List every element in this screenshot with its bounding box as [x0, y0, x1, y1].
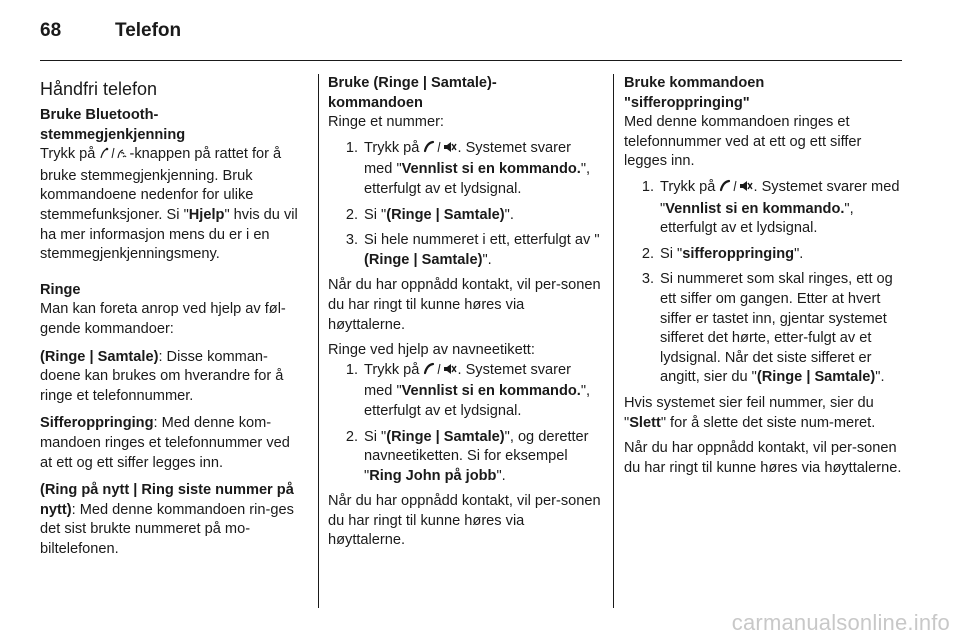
paragraph: Hvis systemet sier feil nummer, sier du "Slett" for å slette det siste num-meret.	[624, 394, 876, 431]
paragraph: Når du har oppnådd kontakt, vil per-sonen du har ringt til kunne høres via høyttalerne.	[328, 277, 601, 333]
subheading: Bruke kommandoen "sifferoppringing"	[624, 75, 765, 111]
chapter-title: Telefon	[115, 20, 182, 41]
subheading: Bruke Bluetooth- stemmegjenkjenning	[40, 107, 186, 143]
voice-steering-icon	[99, 146, 129, 167]
paragraph: Når du har oppnådd kontakt, vil per-sonen du har ringt til kunne høres via høyttalerne.	[328, 493, 601, 549]
phone-mute-icon	[423, 362, 457, 383]
paragraph: Sifferoppringing: Med denne kom-mandoen ringes et telefonnummer ved at ett og ett siffer legges inn.	[40, 415, 290, 471]
page-number: 68	[40, 20, 62, 41]
paragraph: Man kan foreta anrop ved hjelp av føl-gende kommandoer:	[40, 301, 286, 337]
column-2	[328, 74, 603, 551]
paragraph: Med denne kommandoen ringes et telefonnummer ved at ett og ett siffer legges inn.	[624, 114, 862, 170]
paragraph: Trykk på -knappen på rattet for å bruke stemmegjenkjenning. Bruk kommandoene nedenfor for ulike stemmefunksjoner. Si "Hjelp" hvis du vil ha mer informasjon mens du er i en stemmegjenkjenningsmeny.	[40, 146, 298, 263]
list-item: 2. Si "(Ringe | Samtale)", og deretter navneetiketten. Si for eksempel "Ring John på jobb".	[345, 428, 589, 484]
column-1	[40, 74, 306, 559]
column-divider	[613, 74, 614, 608]
paragraph: Når du har oppnådd kontakt, vil per-sonen du har ringt til kunne høres via høyttalerne.	[624, 440, 902, 476]
watermark: carmanualsonline.info	[731, 610, 950, 635]
column-divider	[318, 74, 319, 608]
paragraph: (Ringe | Samtale): Disse komman-doene kan brukes om hverandre for å ringe et telefonnummer.	[40, 348, 284, 404]
list-item: 2. Si "(Ringe | Samtale)".	[345, 206, 514, 223]
list-item: 1. Trykk på . Systemet svarer med "Vennlist si en kommando.", etterfulgt av et lydsignal.	[345, 361, 591, 419]
phone-mute-icon	[423, 140, 457, 161]
section-title: Håndfri telefon	[40, 79, 158, 99]
header-rule	[40, 60, 902, 61]
list-item: 2. Si "sifferoppringing".	[641, 245, 804, 262]
list-item: 3. Si hele nummeret i ett, etterfulgt av "(Ringe | Samtale)".	[345, 232, 600, 268]
paragraph: (Ring på nytt | Ring siste nummer på nytt): Med denne kommandoen rin-ges det sist brukte nummeret på mo-biltelefonen.	[40, 482, 294, 557]
subheading: Ringe	[40, 281, 81, 298]
column-3	[624, 74, 902, 478]
list-item: 3. Si nummeret som skal ringes, ett og ett siffer om gangen. Etter at hvert siffer er tastet inn, gjentar systemet sifferet det hørte, etter-fulgt av et lydsignal. Når det siste sifferet er angitt, sier du "(Ringe | Samtale)".	[641, 271, 893, 386]
phone-mute-icon	[719, 179, 753, 200]
paragraph: Ringe et nummer:	[328, 114, 444, 131]
paragraph: Ringe ved hjelp av navneetikett:	[328, 342, 535, 359]
list-item: 1. Trykk på . Systemet svarer med "Vennlist si en kommando.", etterfulgt av et lydsignal.	[345, 139, 591, 197]
list-item: 1. Trykk på . Systemet svarer med "Vennlist si en kommando.", etterfulgt av et lydsignal.	[641, 178, 900, 237]
subheading: Bruke (Ringe | Samtale)- kommandoen	[328, 75, 497, 111]
